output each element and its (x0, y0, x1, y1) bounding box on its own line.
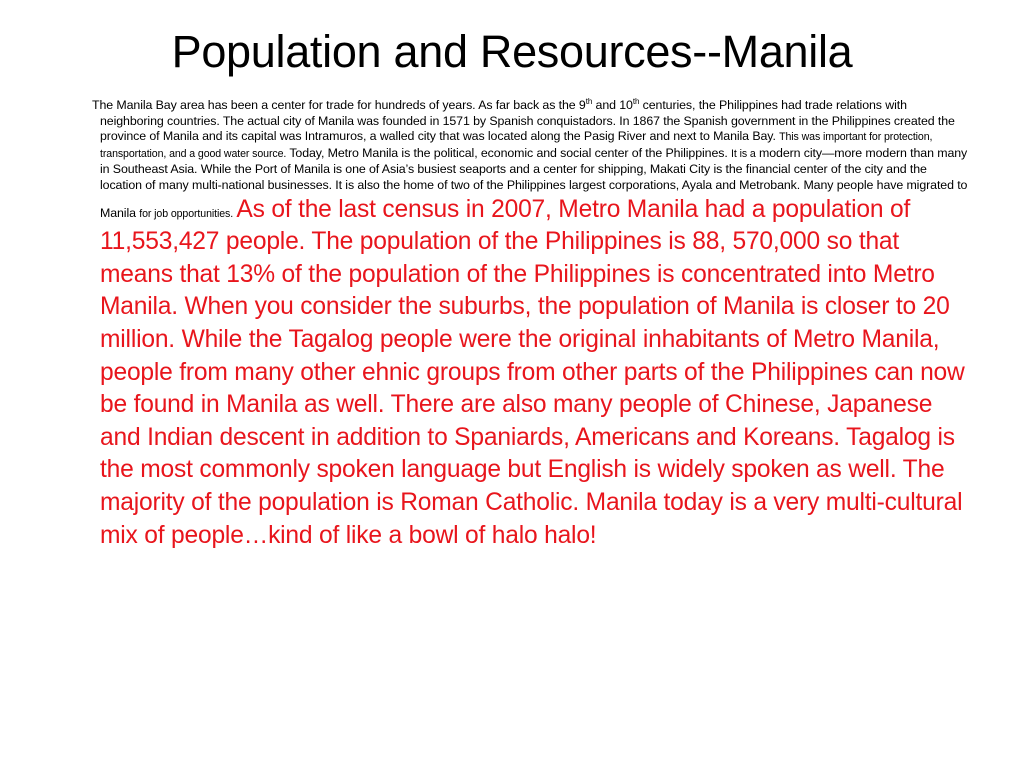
paragraph-text-part-1: The Manila Bay area has been a center for trade for hundreds of years. As far back as the 9 (92, 98, 586, 112)
slide-title: Population and Resources--Manila (171, 26, 853, 77)
superscript-th-1: th (585, 96, 593, 106)
body-paragraph (92, 98, 968, 552)
paragraph-small-text-1: This was important for protection, transportation, and a good water source. (100, 131, 933, 160)
paragraph-text-part-4: Today, Metro Manila is the political, economic and social center of the Philippines. (286, 145, 732, 160)
paragraph-text-part-3: centuries, the Philippines had trade relations with neighboring countries. The actual city of Manila was founded in 1571 by Spanish conquistadors. In 1867 the Spanish government in the Philippines created the province of Manila and its capital was Intramuros, a walled city that was located along the Pasig River and next to Manila Bay. (100, 98, 955, 144)
paragraph-text-part-2: and 10 (592, 98, 633, 112)
superscript-th-2: th (632, 96, 640, 106)
population-highlight-text: As of the last census in 2007, Metro Manila had a population of 11,553,427 people. The population of the Philippines is 88, 570,000 so that means that 13% of the population of the Philippines is concentrated into Metro Manila. When you consider the suburbs, the population of Manila is closer to 20 million. While the Tagalog people were the original inhabitants of Metro Manila, people from many other ehnic groups from other parts of the Philippines can now be found in Manila as well. There are also many people of Chinese, Japanese and Indian descent in addition to Spaniards, Americans and Koreans. Tagalog is the most commonly spoken language but English is widely spoken as well. The majority of the population is Roman Catholic. Manila today is a very multi-cultural mix of people…kind of like a bowl of halo halo! (100, 195, 965, 549)
paragraph-small-text-2: It is a (731, 147, 756, 160)
paragraph-text-part-5: modern city—more modern than many in Southeast Asia. While the Port of Manila is one of Asia’s busiest seaports and a center for shipping, Makati City is the financial center of the city and the location of many multi-national businesses. It is also the home of two of the Philippines largest corporations, Ayala and Metrobank. Many people have migrated to Manila (100, 145, 968, 220)
paragraph-small-text-3: for job opportunities. (139, 207, 234, 220)
